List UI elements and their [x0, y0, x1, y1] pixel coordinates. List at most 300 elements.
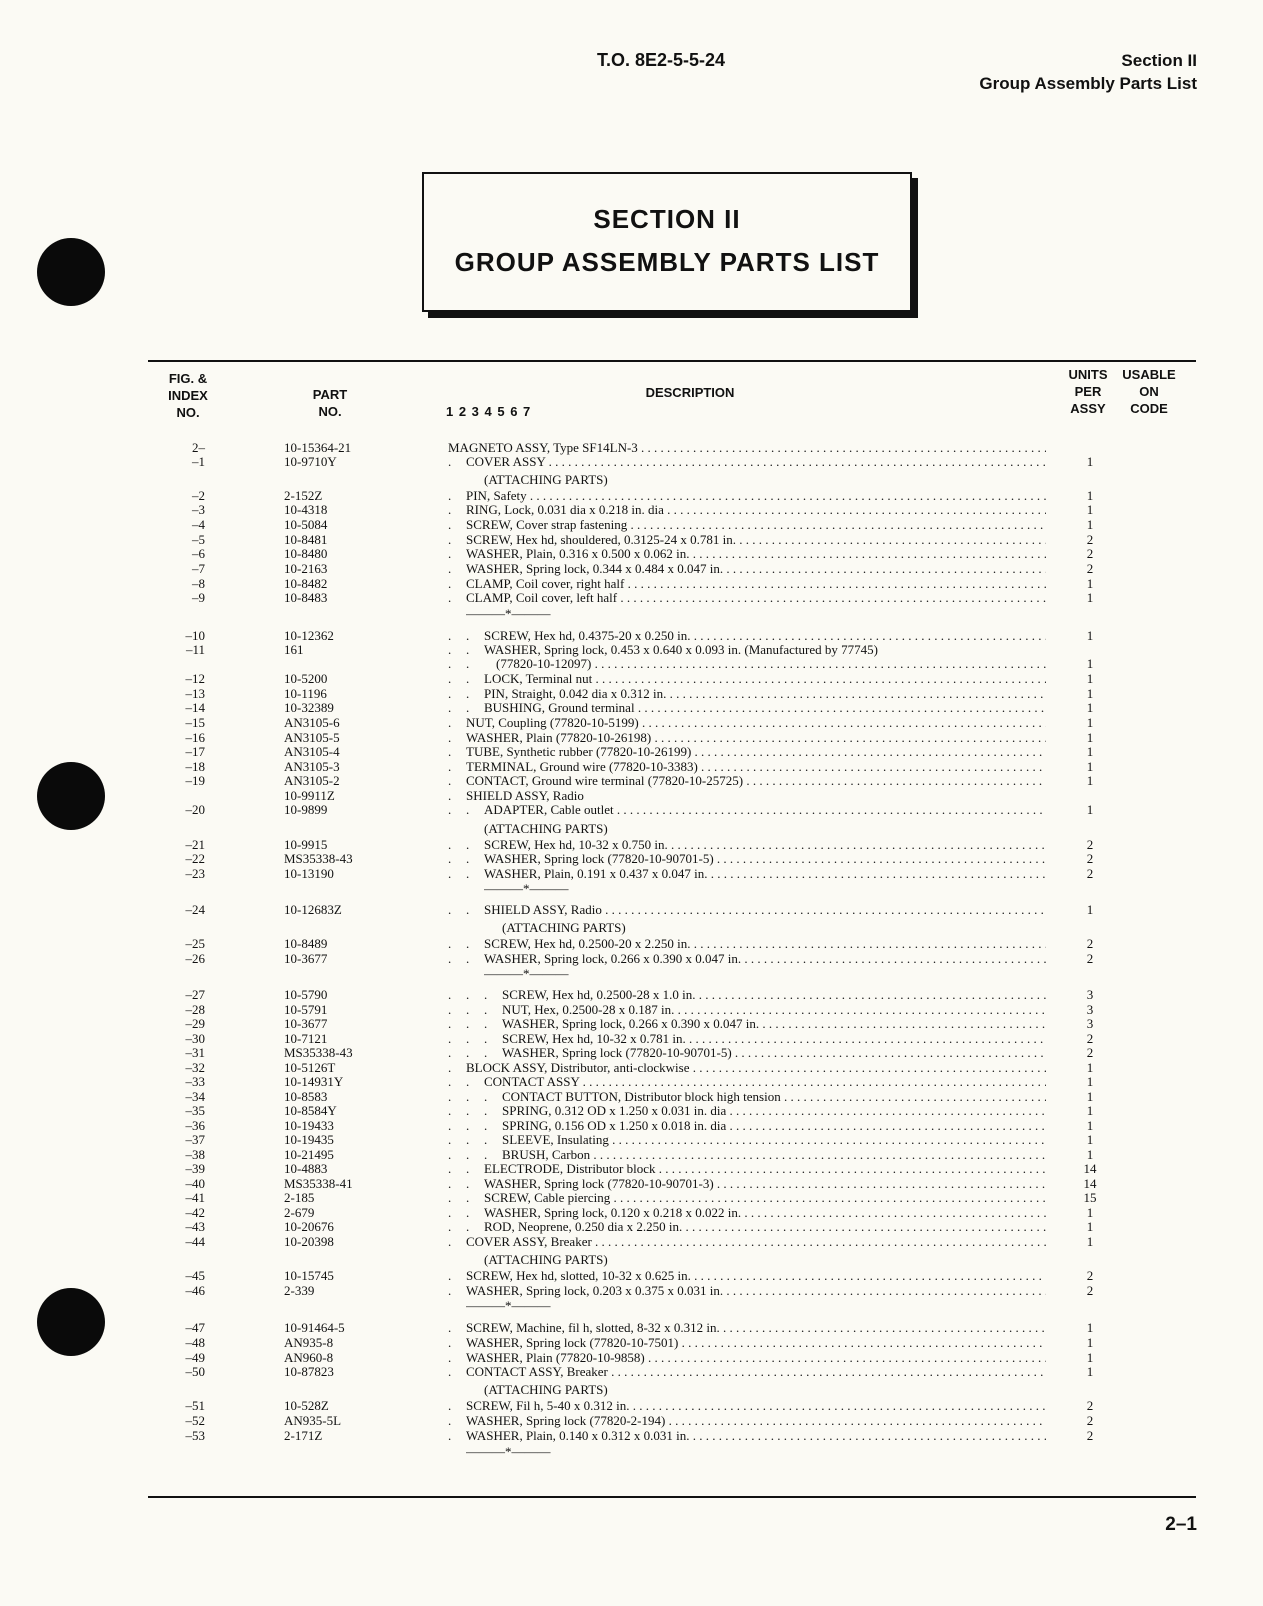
indent-dot: . — [466, 642, 470, 657]
indent-dot: . — [448, 576, 452, 591]
table-row — [0, 966, 1263, 981]
part-number: 10-5791 — [284, 1002, 328, 1017]
part-number: 10-5790 — [284, 987, 328, 1002]
section-title: Group Assembly Parts List — [979, 74, 1197, 93]
indent-dot: . — [448, 1161, 452, 1176]
indent-dot: . — [484, 1031, 488, 1046]
part-description: WASHER, Plain (77820-10-9858) . . . — [466, 1350, 1046, 1365]
part-description: PIN, Straight, 0.042 dia x 0.312 in. . . . — [484, 686, 1046, 701]
part-description: (ATTACHING PARTS) — [484, 1382, 608, 1397]
indent-dot: . — [466, 851, 470, 866]
part-description: SCREW, Machine, fil h, slotted, 8-32 x 0.312 in. . . . — [466, 1320, 1046, 1335]
table-top-rule — [148, 360, 1196, 362]
table-row — [0, 1147, 1263, 1162]
index-number: –16 — [185, 730, 205, 745]
section-header — [979, 49, 1197, 95]
indent-dot: . — [448, 987, 452, 1002]
part-description: CONTACT BUTTON, Distributor block high tension . . . — [502, 1089, 1046, 1104]
table-row — [0, 576, 1263, 591]
table-row — [0, 715, 1263, 730]
indent-dot: . — [448, 454, 452, 469]
table-row — [0, 1444, 1263, 1459]
table-row — [0, 1161, 1263, 1176]
part-description: WASHER, Spring lock (77820-10-90701-5) . . . — [502, 1045, 1046, 1060]
title-box — [422, 172, 912, 312]
indent-dot: . — [466, 671, 470, 686]
table-row — [0, 1298, 1263, 1313]
table-row — [0, 1350, 1263, 1365]
units-per-assy: 2 — [1086, 951, 1094, 966]
index-number: –39 — [185, 1161, 205, 1176]
index-number: –4 — [192, 517, 205, 532]
indent-dot: . — [466, 1031, 470, 1046]
units-per-assy: 1 — [1086, 1320, 1094, 1335]
indent-dot: . — [448, 936, 452, 951]
indent-dot: . — [448, 715, 452, 730]
part-number: 161 — [284, 642, 304, 657]
indent-dot: . — [484, 1016, 488, 1031]
part-number: AN3105-2 — [284, 773, 340, 788]
units-per-assy: 2 — [1086, 561, 1094, 576]
index-number: –24 — [185, 902, 205, 917]
part-number: 10-8483 — [284, 590, 328, 605]
section-label: Section II — [1121, 51, 1197, 70]
table-row — [0, 1398, 1263, 1413]
part-number: 10-8583 — [284, 1089, 328, 1104]
part-description: SHIELD ASSY, Radio — [466, 788, 584, 803]
part-description: SHIELD ASSY, Radio . . . — [484, 902, 1046, 917]
index-number: –5 — [192, 532, 205, 547]
part-description: CONTACT ASSY . . . — [484, 1074, 1046, 1089]
part-description: BUSHING, Ground terminal . . . — [484, 700, 1046, 715]
indent-dot: . — [448, 532, 452, 547]
part-description: ROD, Neoprene, 0.250 dia x 2.250 in. . . . — [484, 1219, 1046, 1234]
part-description: SCREW, Cover strap fastening . . . — [466, 517, 1046, 532]
indent-dot: . — [466, 866, 470, 881]
units-per-assy: 15 — [1083, 1190, 1097, 1205]
part-number: 10-8480 — [284, 546, 328, 561]
part-description: BLOCK ASSY, Distributor, anti-clockwise . . . — [466, 1060, 1046, 1075]
table-row — [0, 821, 1263, 836]
part-description: WASHER, Spring lock (77820-10-90701-5) . . . — [484, 851, 1046, 866]
part-number: AN3105-3 — [284, 759, 340, 774]
part-number: 10-91464-5 — [284, 1320, 345, 1335]
part-number: 10-21495 — [284, 1147, 334, 1162]
index-number: –11 — [185, 642, 205, 657]
part-description: SCREW, Hex hd, 0.4375-20 x 0.250 in. . . . — [484, 628, 1046, 643]
index-number: –2 — [192, 488, 205, 503]
table-row — [0, 773, 1263, 788]
table-row — [0, 881, 1263, 896]
part-number: 10-8584Y — [284, 1103, 337, 1118]
index-number: –31 — [185, 1045, 205, 1060]
part-number: 10-528Z — [284, 1398, 329, 1413]
index-number: –42 — [185, 1205, 205, 1220]
table-row — [0, 902, 1263, 917]
indent-dot: . — [484, 1002, 488, 1017]
indent-dot: . — [448, 1190, 452, 1205]
part-number: 2-339 — [284, 1283, 315, 1298]
index-number: –9 — [192, 590, 205, 605]
part-description: (77820-10-12097) . . . — [496, 656, 1046, 671]
table-row — [0, 920, 1263, 935]
part-number: 10-20398 — [284, 1234, 334, 1249]
indent-dot: . — [448, 1413, 452, 1428]
indent-dot: . — [466, 1190, 470, 1205]
indent-dot: . — [448, 546, 452, 561]
indent-dot: . — [448, 759, 452, 774]
index-number: –10 — [185, 628, 205, 643]
part-number: 10-32389 — [284, 700, 334, 715]
table-row — [0, 1045, 1263, 1060]
units-per-assy: 1 — [1086, 1060, 1094, 1075]
units-per-assy: 1 — [1086, 1205, 1094, 1220]
part-description: NUT, Coupling (77820-10-5199) . . . — [466, 715, 1046, 730]
table-row — [0, 1089, 1263, 1104]
indent-dot: . — [466, 1132, 470, 1147]
table-row — [0, 642, 1263, 657]
part-number: MS35338-41 — [284, 1176, 353, 1191]
units-per-assy: 1 — [1086, 902, 1094, 917]
indent-dot: . — [466, 628, 470, 643]
part-description: MAGNETO ASSY, Type SF14LN-3 . . . — [448, 440, 1046, 455]
units-per-assy: 3 — [1086, 1002, 1094, 1017]
table-row — [0, 1268, 1263, 1283]
table-row — [0, 744, 1263, 759]
part-number: 10-19435 — [284, 1132, 334, 1147]
table-row — [0, 517, 1263, 532]
indent-dot: . — [466, 1103, 470, 1118]
index-number: –53 — [185, 1428, 205, 1443]
title-line-2: GROUP ASSEMBLY PARTS LIST — [454, 247, 880, 277]
part-number: 10-3677 — [284, 951, 328, 966]
part-description: WASHER, Plain (77820-10-26198) . . . — [466, 730, 1046, 745]
units-per-assy: 1 — [1086, 700, 1094, 715]
part-description: (ATTACHING PARTS) — [484, 1252, 608, 1267]
part-description: SCREW, Hex hd, shouldered, 0.3125-24 x 0.781 in. . . . — [466, 532, 1046, 547]
table-row — [0, 1060, 1263, 1075]
page-number: 2–1 — [1165, 1514, 1197, 1535]
units-per-assy: 2 — [1086, 851, 1094, 866]
indent-dot: . — [448, 686, 452, 701]
col-header-indent-levels: 1 2 3 4 5 6 7 — [446, 404, 531, 419]
indent-dot: . — [448, 951, 452, 966]
units-per-assy: 1 — [1086, 656, 1094, 671]
units-per-assy: 2 — [1086, 866, 1094, 881]
part-description: WASHER, Plain, 0.191 x 0.437 x 0.047 in. . . . — [484, 866, 1046, 881]
index-number: –28 — [185, 1002, 205, 1017]
units-per-assy: 1 — [1086, 1147, 1094, 1162]
to-number: T.O. 8E2-5-5-24 — [597, 50, 726, 70]
indent-dot: . — [448, 561, 452, 576]
index-number: –32 — [185, 1060, 205, 1075]
indent-dot: . — [466, 1002, 470, 1017]
indent-dot: . — [448, 1364, 452, 1379]
units-per-assy: 1 — [1086, 454, 1094, 469]
table-row — [0, 730, 1263, 745]
part-description: WASHER, Plain, 0.316 x 0.500 x 0.062 in. . . . — [466, 546, 1046, 561]
index-number: –12 — [185, 671, 205, 686]
units-per-assy: 3 — [1086, 1016, 1094, 1031]
part-number: 10-8482 — [284, 576, 328, 591]
table-row — [0, 1002, 1263, 1017]
indent-dot: . — [448, 851, 452, 866]
index-number: –15 — [185, 715, 205, 730]
part-description: ———*——— — [466, 606, 551, 621]
indent-dot: . — [466, 936, 470, 951]
part-description: TUBE, Synthetic rubber (77820-10-26199) . . . — [466, 744, 1046, 759]
indent-dot: . — [466, 1147, 470, 1162]
index-number: –37 — [185, 1132, 205, 1147]
index-number: –40 — [185, 1176, 205, 1191]
indent-dot: . — [448, 1045, 452, 1060]
indent-dot: . — [466, 837, 470, 852]
index-number: –36 — [185, 1118, 205, 1133]
table-row — [0, 1118, 1263, 1133]
part-number: 10-8489 — [284, 936, 328, 951]
indent-dot: . — [448, 671, 452, 686]
indent-dot: . — [448, 590, 452, 605]
index-number: –3 — [192, 502, 205, 517]
part-number: 10-12362 — [284, 628, 334, 643]
part-description: SCREW, Hex hd, 10-32 x 0.750 in. . . . — [484, 837, 1046, 852]
units-per-assy: 2 — [1086, 1268, 1094, 1283]
units-per-assy: 1 — [1086, 1364, 1094, 1379]
units-per-assy: 1 — [1086, 1118, 1094, 1133]
index-number: –44 — [185, 1234, 205, 1249]
table-row — [0, 1074, 1263, 1089]
indent-dot: . — [448, 788, 452, 803]
units-per-assy: 2 — [1086, 1283, 1094, 1298]
index-number: –43 — [185, 1219, 205, 1234]
part-description: COVER ASSY . . . — [466, 454, 1046, 469]
units-per-assy: 1 — [1086, 759, 1094, 774]
units-per-assy: 2 — [1086, 1428, 1094, 1443]
index-number: –1 — [192, 454, 205, 469]
index-number: –7 — [192, 561, 205, 576]
part-description: NUT, Hex, 0.2500-28 x 0.187 in. . . . — [502, 1002, 1046, 1017]
part-description: ELECTRODE, Distributor block . . . — [484, 1161, 1046, 1176]
part-number: AN3105-6 — [284, 715, 340, 730]
part-number: 10-15364-21 — [284, 440, 352, 455]
units-per-assy: 1 — [1086, 1089, 1094, 1104]
indent-dot: . — [466, 1205, 470, 1220]
units-per-assy: 14 — [1083, 1161, 1097, 1176]
table-row — [0, 561, 1263, 576]
indent-dot: . — [448, 1060, 452, 1075]
table-row — [0, 532, 1263, 547]
part-description: WASHER, Spring lock, 0.203 x 0.375 x 0.031 in. . . . — [466, 1283, 1046, 1298]
table-row — [0, 502, 1263, 517]
index-number: –41 — [185, 1190, 205, 1205]
indent-dot: . — [484, 987, 488, 1002]
indent-dot: . — [448, 744, 452, 759]
part-number: 10-9710Y — [284, 454, 337, 469]
part-description: LOCK, Terminal nut . . . — [484, 671, 1046, 686]
table-row — [0, 1382, 1263, 1397]
indent-dot: . — [448, 1002, 452, 1017]
part-number: 10-1196 — [284, 686, 327, 701]
part-description: ———*——— — [466, 1444, 551, 1459]
index-number: –49 — [185, 1350, 205, 1365]
title-line-1: SECTION II — [593, 204, 741, 234]
part-number: AN3105-5 — [284, 730, 340, 745]
units-per-assy: 1 — [1086, 802, 1094, 817]
units-per-assy: 1 — [1086, 730, 1094, 745]
part-description: WASHER, Spring lock, 0.266 x 0.390 x 0.047 in. . . . — [484, 951, 1046, 966]
table-row — [0, 1103, 1263, 1118]
units-per-assy: 1 — [1086, 1103, 1094, 1118]
table-row — [0, 837, 1263, 852]
part-description: BRUSH, Carbon . . . — [502, 1147, 1046, 1162]
table-row — [0, 1283, 1263, 1298]
part-description: WASHER, Spring lock (77820-10-7501) . . . — [466, 1335, 1046, 1350]
indent-dot: . — [484, 1147, 488, 1162]
indent-dot: . — [448, 1031, 452, 1046]
index-number: –6 — [192, 546, 205, 561]
indent-dot: . — [448, 517, 452, 532]
indent-dot: . — [448, 1103, 452, 1118]
table-row — [0, 1176, 1263, 1191]
part-number: MS35338-43 — [284, 1045, 353, 1060]
part-description: COVER ASSY, Breaker . . . — [466, 1234, 1046, 1249]
index-number: –14 — [185, 700, 205, 715]
table-bottom-rule — [148, 1496, 1196, 1498]
part-number: 10-20676 — [284, 1219, 334, 1234]
indent-dot: . — [448, 1428, 452, 1443]
index-number: –22 — [185, 851, 205, 866]
table-row — [0, 454, 1263, 469]
part-description: ———*——— — [484, 881, 569, 896]
part-number: 10-5200 — [284, 671, 328, 686]
part-number: 10-13190 — [284, 866, 334, 881]
index-number: –51 — [185, 1398, 205, 1413]
indent-dot: . — [448, 1234, 452, 1249]
table-row — [0, 1016, 1263, 1031]
index-number: –13 — [185, 686, 205, 701]
col-header-part-no: PART NO. — [312, 387, 348, 419]
units-per-assy: 1 — [1086, 517, 1094, 532]
index-number: 2– — [192, 440, 205, 455]
table-row — [0, 656, 1263, 671]
part-description: ———*——— — [466, 1298, 551, 1313]
indent-dot: . — [448, 628, 452, 643]
table-row — [0, 866, 1263, 881]
col-header-description: DESCRIPTION — [645, 385, 735, 400]
table-row — [0, 1364, 1263, 1379]
indent-dot: . — [466, 700, 470, 715]
units-per-assy: 2 — [1086, 1045, 1094, 1060]
table-row — [0, 987, 1263, 1002]
part-description: SCREW, Hex hd, 10-32 x 0.781 in. . . . — [502, 1031, 1046, 1046]
indent-dot: . — [466, 656, 470, 671]
part-description: WASHER, Spring lock (77820-10-90701-3) . . . — [484, 1176, 1046, 1191]
indent-dot: . — [448, 1219, 452, 1234]
indent-dot: . — [448, 773, 452, 788]
part-description: (ATTACHING PARTS) — [484, 821, 608, 836]
units-per-assy: 1 — [1086, 1350, 1094, 1365]
indent-dot: . — [448, 1205, 452, 1220]
indent-dot: . — [448, 730, 452, 745]
indent-dot: . — [466, 1089, 470, 1104]
index-number: –27 — [185, 987, 205, 1002]
index-number: –47 — [185, 1320, 205, 1335]
part-number: 10-9911Z — [284, 788, 335, 803]
indent-dot: . — [448, 1335, 452, 1350]
units-per-assy: 2 — [1086, 546, 1094, 561]
part-description: (ATTACHING PARTS) — [484, 472, 608, 487]
indent-dot: . — [448, 656, 452, 671]
index-number: –8 — [192, 576, 205, 591]
units-per-assy: 2 — [1086, 1031, 1094, 1046]
units-per-assy: 1 — [1086, 576, 1094, 591]
part-description: SCREW, Fil h, 5-40 x 0.312 in. . . . — [466, 1398, 1046, 1413]
table-row — [0, 788, 1263, 803]
part-number: 10-9899 — [284, 802, 328, 817]
indent-dot: . — [466, 902, 470, 917]
indent-dot: . — [484, 1103, 488, 1118]
indent-dot: . — [466, 951, 470, 966]
part-number: 10-87823 — [284, 1364, 334, 1379]
index-number: –33 — [185, 1074, 205, 1089]
indent-dot: . — [484, 1089, 488, 1104]
indent-dot: . — [448, 1350, 452, 1365]
indent-dot: . — [466, 686, 470, 701]
index-number: –52 — [185, 1413, 205, 1428]
part-description: WASHER, Spring lock (77820-2-194) . . . — [466, 1413, 1046, 1428]
index-number: –23 — [185, 866, 205, 881]
units-per-assy: 1 — [1086, 1335, 1094, 1350]
index-number: –38 — [185, 1147, 205, 1162]
units-per-assy: 1 — [1086, 488, 1094, 503]
indent-dot: . — [466, 987, 470, 1002]
index-number: –35 — [185, 1103, 205, 1118]
table-row — [0, 1335, 1263, 1350]
part-description: RING, Lock, 0.031 dia x 0.218 in. dia . . . — [466, 502, 1046, 517]
part-description: SLEEVE, Insulating . . . — [502, 1132, 1046, 1147]
indent-dot: . — [448, 1283, 452, 1298]
units-per-assy: 1 — [1086, 628, 1094, 643]
part-description: WASHER, Spring lock, 0.266 x 0.390 x 0.047 in. . . . — [502, 1016, 1046, 1031]
indent-dot: . — [448, 802, 452, 817]
table-row — [0, 802, 1263, 817]
indent-dot: . — [484, 1045, 488, 1060]
table-row — [0, 851, 1263, 866]
binder-hole-top — [37, 238, 105, 306]
indent-dot: . — [448, 502, 452, 517]
table-row — [0, 1428, 1263, 1443]
units-per-assy: 2 — [1086, 837, 1094, 852]
part-number: 10-3677 — [284, 1016, 328, 1031]
part-number: 10-2163 — [284, 561, 328, 576]
index-number: –48 — [185, 1335, 205, 1350]
part-number: 10-5084 — [284, 517, 328, 532]
units-per-assy: 3 — [1086, 987, 1094, 1002]
table-row — [0, 759, 1263, 774]
table-row — [0, 1031, 1263, 1046]
table-row — [0, 1234, 1263, 1249]
part-number: 10-14931Y — [284, 1074, 344, 1089]
units-per-assy: 1 — [1086, 1234, 1094, 1249]
units-per-assy: 1 — [1086, 744, 1094, 759]
indent-dot: . — [448, 1016, 452, 1031]
part-description: SPRING, 0.156 OD x 1.250 x 0.018 in. dia . . . — [502, 1118, 1046, 1133]
part-description: SPRING, 0.312 OD x 1.250 x 0.031 in. dia . . . — [502, 1103, 1046, 1118]
indent-dot: . — [484, 1118, 488, 1133]
index-number: –29 — [185, 1016, 205, 1031]
index-number: –50 — [185, 1364, 205, 1379]
indent-dot: . — [466, 802, 470, 817]
